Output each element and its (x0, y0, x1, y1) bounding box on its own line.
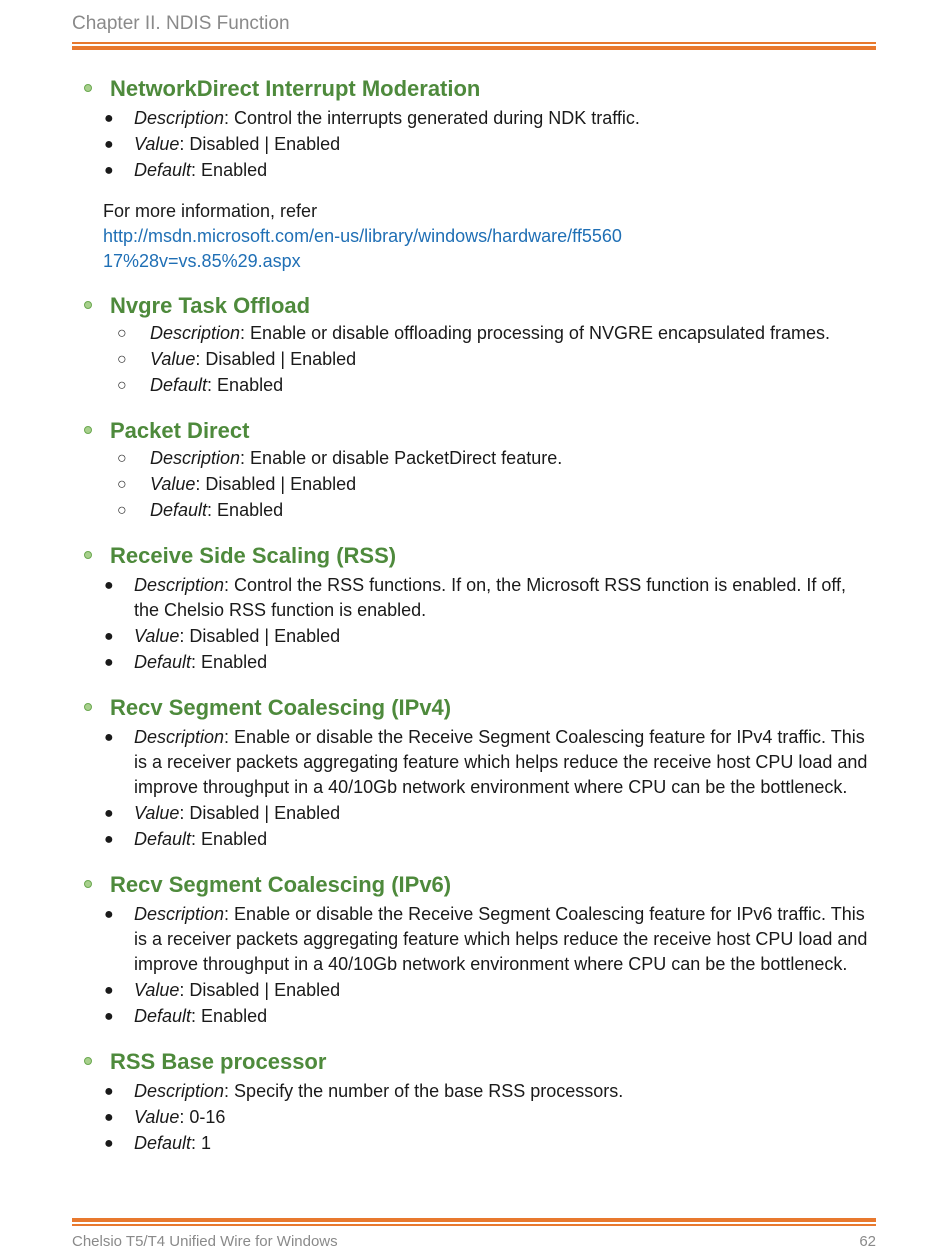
item-label: Value (134, 626, 180, 646)
item-label: Description (134, 904, 225, 924)
list-item (0, 446, 950, 471)
list-item (0, 573, 950, 623)
list-item (0, 827, 950, 852)
item-label: Value (150, 474, 196, 494)
bullet-icon: ● (104, 1008, 114, 1025)
item-label: Description (134, 1081, 225, 1101)
heading-bullet-icon (84, 84, 92, 92)
list-item (0, 321, 950, 346)
section-title: Receive Side Scaling (RSS) (110, 543, 397, 568)
item-text: : Control the interrupts generated during NDK traffic. (224, 108, 640, 128)
bullet-icon: ● (104, 1083, 114, 1100)
item-label: Description (134, 575, 225, 595)
item-text: : Specify the number of the base RSS processors. (224, 1081, 624, 1101)
section-heading (0, 541, 950, 571)
section-packet-direct (0, 416, 950, 523)
list-item (0, 624, 950, 649)
footer-document-title: Chelsio T5/T4 Unified Wire for Windows (72, 1233, 338, 1250)
item-text: : Disabled | Enabled (179, 134, 341, 154)
section-heading (0, 291, 950, 321)
item-label: Value (150, 349, 196, 369)
heading-bullet-icon (84, 551, 92, 559)
item-label: Default (150, 375, 208, 395)
section-receive-side-scaling (0, 541, 950, 675)
footer-rule (72, 1218, 876, 1226)
list-item (0, 106, 950, 131)
item-text: : 1 (191, 1133, 212, 1153)
circle-bullet-icon: ○ (117, 450, 127, 467)
list-item (0, 1004, 950, 1029)
item-label: Value (134, 1107, 180, 1127)
bullet-icon: ● (104, 831, 114, 848)
section-heading (0, 1047, 950, 1077)
item-text: : Disabled | Enabled (179, 980, 341, 1000)
heading-bullet-icon (84, 880, 92, 888)
section-recv-segment-coalescing-ipv4 (0, 693, 950, 852)
section-title: Recv Segment Coalescing (IPv4) (110, 695, 452, 720)
bullet-icon: ● (104, 162, 114, 179)
item-label: Default (150, 500, 208, 520)
bullet-icon: ● (104, 805, 114, 822)
list-item (0, 801, 950, 826)
section-title: RSS Base processor (110, 1049, 327, 1074)
item-label: Default (134, 652, 192, 672)
list-item (0, 347, 950, 372)
heading-bullet-icon (84, 1057, 92, 1065)
bullet-icon: ● (104, 577, 114, 594)
section-recv-segment-coalescing-ipv6 (0, 870, 950, 1029)
page-header-title: Chapter II. NDIS Function (72, 13, 290, 34)
section-rss-base-processor (0, 1047, 950, 1156)
section-title: Nvgre Task Offload (110, 293, 311, 318)
item-label: Value (134, 134, 180, 154)
item-text: : Disabled | Enabled (179, 626, 341, 646)
section-title: NetworkDirect Interrupt Moderation (110, 76, 481, 101)
bullet-icon: ● (104, 628, 114, 645)
heading-bullet-icon (84, 301, 92, 309)
note-text: For more information, refer (103, 201, 318, 221)
header-rule (72, 42, 876, 50)
bullet-icon: ● (104, 136, 114, 153)
item-text: : Control the RSS functions. If on, the Microsoft RSS function is enabled. If off, the Chelsio RSS function is enabled. (134, 575, 847, 620)
section-heading (0, 416, 950, 446)
list-item (0, 132, 950, 157)
page-number: 62 (859, 1233, 876, 1250)
circle-bullet-icon: ○ (117, 325, 127, 342)
bullet-icon: ● (104, 729, 114, 746)
item-text: : Disabled | Enabled (195, 474, 357, 494)
item-text: : 0-16 (179, 1107, 226, 1127)
section-title: Packet Direct (110, 418, 250, 443)
item-text: : Disabled | Enabled (195, 349, 357, 369)
item-label: Value (134, 980, 180, 1000)
section-nvgre-task-offload (0, 291, 950, 398)
section-title: Recv Segment Coalescing (IPv6) (110, 872, 452, 897)
list-item (0, 158, 950, 183)
section-heading (0, 870, 950, 900)
page-content (0, 74, 950, 1157)
heading-bullet-icon (84, 703, 92, 711)
item-text: : Disabled | Enabled (179, 803, 341, 823)
item-label: Description (150, 448, 241, 468)
list-item (0, 1105, 950, 1130)
list-item (0, 498, 950, 523)
circle-bullet-icon: ○ (117, 476, 127, 493)
list-item (0, 472, 950, 497)
bullet-icon: ● (104, 110, 114, 127)
item-label: Default (134, 1133, 192, 1153)
item-text: : Enable or disable the Receive Segment Coalescing feature for IPv6 traffic. This is a receiver packets aggregating feature which helps reduce the receive host CPU load and improve throughput in a 40/10Gb network environment where CPU can be the bottleneck. (134, 904, 868, 974)
circle-bullet-icon: ○ (117, 377, 127, 394)
item-text: : Enabled (207, 500, 284, 520)
section-heading (0, 74, 950, 104)
item-text: : Enabled (191, 160, 268, 180)
bullet-icon: ● (104, 654, 114, 671)
bullet-icon: ● (104, 982, 114, 999)
list-item (0, 1079, 950, 1104)
item-label: Description (134, 727, 225, 747)
item-label: Value (134, 803, 180, 823)
bullet-icon: ● (104, 1135, 114, 1152)
heading-bullet-icon (84, 426, 92, 434)
item-text: : Enabled (207, 375, 284, 395)
bullet-icon: ● (104, 1109, 114, 1126)
item-text: : Enabled (191, 652, 268, 672)
list-item (0, 373, 950, 398)
list-item (0, 978, 950, 1003)
item-text: : Enable or disable PacketDirect feature. (240, 448, 563, 468)
item-text: : Enabled (191, 1006, 268, 1026)
item-label: Default (134, 160, 192, 180)
list-item (0, 650, 950, 675)
list-item (0, 902, 950, 977)
section-networkdirect-interrupt-moderation (0, 74, 950, 274)
list-item (0, 1131, 950, 1156)
bullet-icon: ● (104, 906, 114, 923)
item-label: Default (134, 829, 192, 849)
list-item (0, 725, 950, 800)
item-text: : Enabled (191, 829, 268, 849)
item-label: Description (134, 108, 225, 128)
msdn-link[interactable]: http://msdn.microsoft.com/en-us/library/windows/hardware/ff556017%28v=vs.85%29.aspx (103, 226, 622, 271)
circle-bullet-icon: ○ (117, 351, 127, 368)
circle-bullet-icon: ○ (117, 502, 127, 519)
item-text: : Enable or disable offloading processing of NVGRE encapsulated frames. (240, 323, 831, 343)
item-label: Default (134, 1006, 192, 1026)
more-info-note (0, 199, 950, 274)
item-text: : Enable or disable the Receive Segment Coalescing feature for IPv4 traffic. This is a receiver packets aggregating feature which helps reduce the receive host CPU load and improve throughput in a 40/10Gb network environment where CPU can be the bottleneck. (134, 727, 868, 797)
section-heading (0, 693, 950, 723)
item-label: Description (150, 323, 241, 343)
